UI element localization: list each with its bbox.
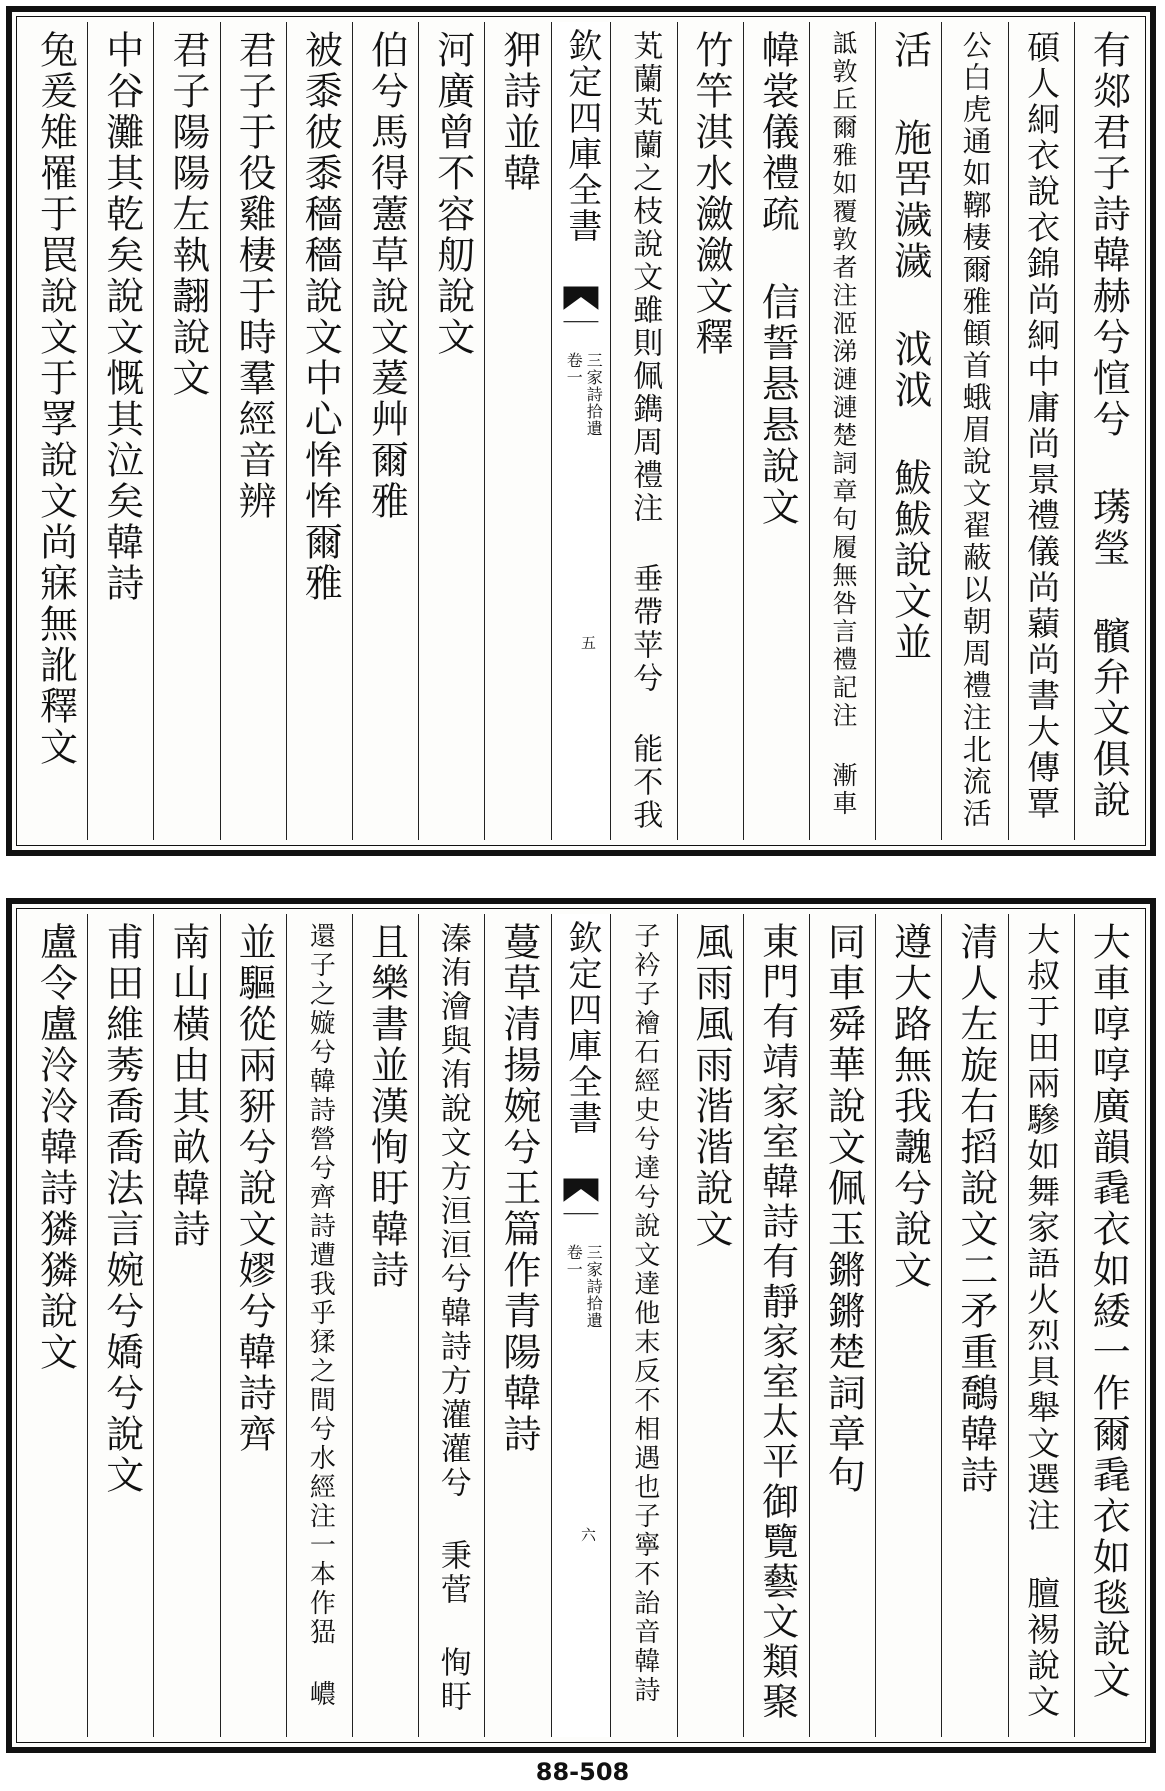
top-columns <box>22 22 1140 840</box>
text-column <box>1074 22 1140 840</box>
text-column <box>22 914 87 1737</box>
text-column <box>677 22 743 840</box>
fishtail-mark-icon <box>563 272 598 342</box>
book-subtitle: 三家詩拾遺 <box>584 352 604 437</box>
leaf-number: 六 <box>581 1526 597 1544</box>
text-column <box>1008 914 1074 1737</box>
text-column <box>809 914 875 1737</box>
text-column <box>610 914 676 1737</box>
text-column <box>875 22 941 840</box>
text-column <box>418 22 484 840</box>
column-text: 伯兮馬得藼草說文萲艸爾雅 <box>364 30 409 522</box>
book-title: 欽定四庫全書 <box>561 920 602 1136</box>
volume-label: 卷一 <box>564 352 584 386</box>
leaf-number: 五 <box>581 634 597 652</box>
column-text: 芄蘭芄蘭之枝說文雖則佩鐫周禮注 垂帶苹兮 能不我 <box>627 30 663 832</box>
column-text: 遵大路無我魗兮說文 <box>887 922 932 1291</box>
text-column <box>220 22 286 840</box>
text-column <box>1008 22 1074 840</box>
column-text: 同車舜華說文佩玉鏘鏘楚詞章句 <box>821 922 866 1496</box>
column-text: 風雨風雨湝湝說文 <box>689 922 734 1250</box>
column-text: 清人左旋右搯說文二矛重鷮韓詩 <box>953 922 998 1496</box>
column-text: 還子之嫙兮韓詩營兮齊詩遭我乎猱之間兮水經注一本作峱 嶩 <box>305 922 336 1709</box>
column-text: 君子于役雞棲于時羣經音辨 <box>232 30 277 522</box>
text-column <box>875 914 941 1737</box>
text-column <box>220 914 286 1737</box>
text-column <box>484 914 550 1737</box>
text-column <box>743 22 809 840</box>
column-text: 且樂書並漢恂盱韓詩 <box>364 922 409 1291</box>
column-text: 蔓草清揚婉兮王篇作青陽韓詩 <box>496 922 541 1455</box>
column-text: 活 施罟濊濊 泧泧 鮁鮁說文並 <box>887 30 932 663</box>
text-column <box>610 22 676 840</box>
column-text: 竹竿淇水瀲瀲文釋 <box>689 30 734 358</box>
text-column <box>153 914 219 1737</box>
book-title: 欽定四庫全書 <box>561 28 602 244</box>
text-column <box>743 914 809 1737</box>
text-column <box>286 914 352 1737</box>
column-text: 中谷灘其乾矣說文慨其泣矣韓詩 <box>99 30 144 604</box>
text-column <box>1074 914 1140 1737</box>
column-text: 河廣曾不容舠說文 <box>430 30 475 358</box>
text-column <box>352 22 418 840</box>
text-column <box>418 914 484 1737</box>
column-text: 子衿子襘石經史兮達兮說文達他末反不相遇也子寧不詒音韓詩 <box>629 922 660 1705</box>
column-text: 幃裳儀禮疏 信誓悬悬說文 <box>755 30 800 528</box>
column-text: 兔爰雉罹于罠說文于罦說文尚寐無訛釋文 <box>33 30 78 768</box>
top-page <box>6 6 1156 856</box>
column-text: 公白虎通如鞹棲爾雅顀首蛾眉說文翟蔽以朝周禮注北流活 <box>958 30 993 830</box>
column-text: 詆敦丘爾雅如覆敦者注洍涕漣漣楚詞章句履無咎言禮記注 漸車 <box>828 30 858 818</box>
column-text: 盧令盧泠泠韓詩獜獜說文 <box>33 922 78 1373</box>
column-text: 狎詩並韓 <box>496 30 541 194</box>
column-text: 並驅從兩豜兮說文嫪兮韓詩齊 <box>232 922 277 1455</box>
text-column <box>22 22 87 840</box>
text-column <box>286 22 352 840</box>
text-column <box>484 22 550 840</box>
column-text: 溱洧澮與洧說文方洹洹兮韓詩方灌灌兮 秉菅 恂盱 <box>434 922 471 1714</box>
text-column <box>87 22 153 840</box>
column-text: 東門有靖家室韓詩有靜家室太平御覽藝文類聚 <box>755 922 799 1722</box>
column-text: 甫田維莠喬喬法言婉兮嬌兮說文 <box>99 922 144 1496</box>
text-column <box>153 22 219 840</box>
fishtail-mark-icon <box>563 1164 598 1234</box>
column-text: 君子陽陽左執翿說文 <box>165 30 210 399</box>
column-text: 大叔于田兩驂如舞家語火烈具舉文選注 膻裼說文 <box>1022 922 1062 1720</box>
bottom-page <box>6 898 1156 1753</box>
text-column <box>87 914 153 1737</box>
text-column <box>941 914 1007 1737</box>
column-text: 碩人絅衣說衣錦尚絅中庸尚景禮儀尚蘔尚書大傳覃 <box>1022 30 1062 822</box>
center-margin <box>551 22 611 840</box>
text-column <box>352 914 418 1737</box>
book-subtitle: 三家詩拾遺 <box>584 1244 604 1329</box>
column-text: 有郯君子詩韓赫兮愃兮 璓瑩 髕弁文俱說 <box>1086 30 1131 821</box>
page-footer-number: 88-508 <box>535 1758 630 1786</box>
text-column <box>809 22 875 840</box>
text-column <box>941 22 1007 840</box>
text-column <box>677 914 743 1737</box>
bottom-columns <box>22 914 1140 1737</box>
center-margin <box>551 914 611 1737</box>
column-text: 南山橫由其畝韓詩 <box>165 922 210 1250</box>
column-text: 被黍彼黍穡穡說文中心恈恈爾雅 <box>298 30 343 604</box>
column-text: 大車啍啍廣韻毳衣如緌一作爾毳衣如毯說文 <box>1086 922 1131 1701</box>
volume-label: 卷一 <box>564 1244 584 1278</box>
